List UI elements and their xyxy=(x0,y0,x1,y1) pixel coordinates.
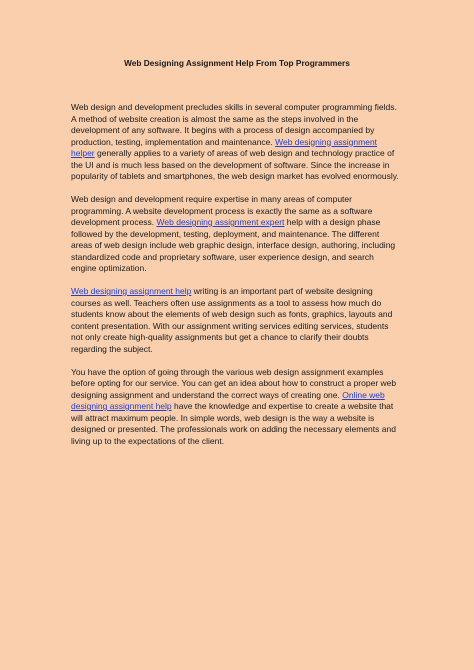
paragraph-1 xyxy=(71,102,401,183)
paragraph-2-text-b: help with a design phase followed by the development, testing, deployment, and maintenance. The different areas of web design include web graphic design, interface design, authoring, including standardized code and proprietary software, user experience design, and search engine optimization. xyxy=(71,217,396,273)
paragraph-4 xyxy=(71,367,401,448)
paragraph-2 xyxy=(71,194,401,275)
paragraph-2-text-a: Web design and development require expertise in many areas of computer programming. A website development process is exactly the same as a software development process. xyxy=(71,194,373,227)
paragraph-3 xyxy=(71,286,401,355)
paragraph-1-text-b: generally applies to a variety of areas of web design and technology practice of the UI and is much less based on the development of software. Since the increase in popularity of tablets and smartphones, the web design market has evolved enormously. xyxy=(71,148,399,181)
paragraph-1-text-a: Web design and development precludes skills in several computer programming fields. A method of website creation is almost the same as the steps involved in the development of any software. It begins with a process of design accompanied by production, testing, implementation and maintenance. xyxy=(71,102,397,147)
link-online-web-designing-assignment-help[interactable]: Online web designing assignment help xyxy=(71,389,385,411)
link-web-designing-assignment-expert[interactable]: Web designing assignment expert xyxy=(156,217,285,227)
paragraph-4-text-a: You have the option of going through the various web design assignment examples before opting for our service. You can get an idea about how to construct a proper web designing assignment and understand the correct ways of creating one. xyxy=(71,366,397,400)
paragraph-3-text: writing is an important part of website designing courses as well. Teachers often use assignments as a tool to assess how much do students know about the elements of web design such as fonts, graphics, layouts and content presentation. With our assignment writing services editing services, students not only create high-quality assignments but get a chance to clarify their doubts regarding the subject. xyxy=(71,286,393,354)
link-web-designing-assignment-helper[interactable]: Web designing assignment helper xyxy=(71,136,378,158)
paragraph-4-text-b: have the knowledge and expertise to create a website that will attract maximum people. In simple words, web design is the way a website is designed or presented. The professionals work on adding the necessary elements and living up to the expectations of the client. xyxy=(71,401,396,446)
document-body xyxy=(71,102,401,459)
link-web-designing-assignment-help[interactable]: Web designing assignment help xyxy=(71,286,192,296)
document-title: Web Designing Assignment Help From Top Programmers xyxy=(124,58,350,68)
